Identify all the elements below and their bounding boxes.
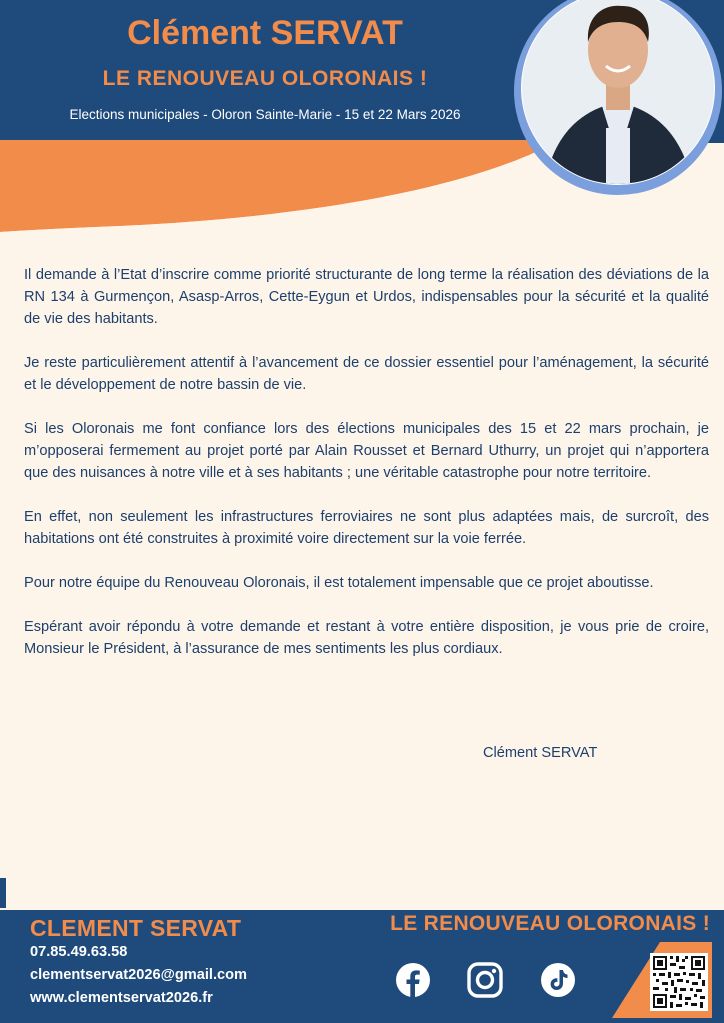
tiktok-icon[interactable] bbox=[540, 962, 576, 998]
letter-paragraph: Espérant avoir répondu à votre demande et restant à votre entière disposition, je vous prie de croire, Monsieur le Président, à l’assurance de mes sentiments les plus cordiaux. bbox=[24, 619, 709, 657]
letter-body bbox=[24, 264, 709, 682]
letter-paragraph: En effet, non seulement les infrastructures ferroviaires ne sont plus adaptées mais, de surcroît, des habitations ont été construites à proximité voire directement sur la voie ferrée. bbox=[24, 509, 709, 547]
footer-phone: 07.85.49.63.58 bbox=[30, 944, 128, 960]
candidate-portrait bbox=[512, 0, 724, 206]
candidate-name-title: Clément SERVAT bbox=[127, 14, 403, 52]
footer-candidate-name: CLEMENT SERVAT bbox=[30, 915, 242, 941]
edge-mark-decoration bbox=[0, 878, 6, 908]
footer-slogan: LE RENOUVEAU OLORONAIS ! bbox=[390, 912, 710, 935]
letter-paragraph: Si les Oloronais me font confiance lors des élections municipales des 15 et 22 mars prochain, je m’opposerai fermement au projet porté par Alain Rousset et Bernard Uthurry, un projet qui n’apportera que des nuisances à notre ville et à ses habitants ; une véritable catastrophe pour notre territoire. bbox=[24, 421, 709, 481]
footer-banner bbox=[0, 910, 724, 1023]
footer-website[interactable]: www.clementservat2026.fr bbox=[30, 990, 213, 1006]
letter-paragraph: Je reste particulièrement attentif à l’avancement de ce dossier essentiel pour l’aménagement, la sécurité et le développement de notre bassin de vie. bbox=[24, 355, 709, 393]
signature: Clément SERVAT bbox=[483, 745, 598, 761]
campaign-slogan: LE RENOUVEAU OLORONAIS ! bbox=[102, 67, 428, 90]
letter-paragraph: Il demande à l’Etat d’inscrire comme priorité structurante de long terme la réalisation des déviations de la RN 134 à Gurmençon, Asasp-Arros, Cette-Eygun et Urdos, indispensables pour la sécurité et la qualité de vie des habitants. bbox=[24, 267, 709, 327]
instagram-icon[interactable] bbox=[467, 962, 503, 998]
election-info: Elections municipales - Oloron Sainte-Marie - 15 et 22 Mars 2026 bbox=[69, 107, 461, 122]
footer-email[interactable]: clementservat2026@gmail.com bbox=[30, 967, 248, 983]
qr-code[interactable] bbox=[612, 942, 712, 1018]
letter-paragraph: Pour notre équipe du Renouveau Oloronais, il est totalement impensable que ce projet aboutisse. bbox=[24, 575, 654, 591]
facebook-icon[interactable] bbox=[395, 962, 431, 998]
